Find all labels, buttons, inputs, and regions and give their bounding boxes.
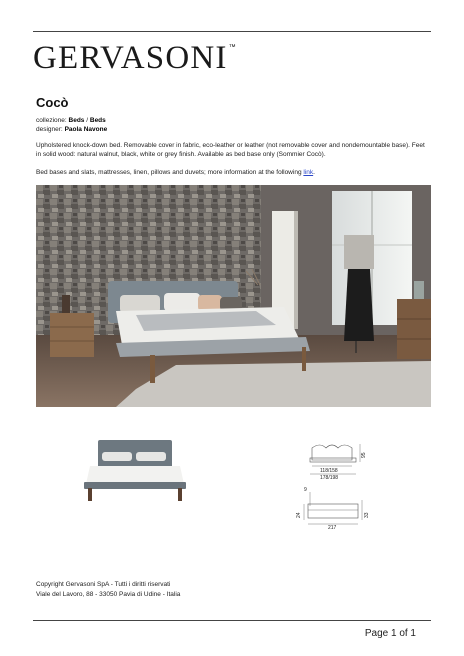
page-number: Page 1 of 1 [364, 628, 416, 639]
collection-label: collezione: [36, 117, 67, 124]
product-title: Cocò [36, 95, 69, 110]
collection-link-1[interactable]: Beds [68, 117, 85, 124]
logo-text: GERVASONI [33, 40, 228, 76]
copyright-text: Copyright Gervasoni SpA - Tutti i diritti riservati [36, 581, 171, 588]
dim-length-label: 217 [328, 525, 337, 531]
product-photo [36, 185, 431, 407]
bedroom-photo-image [36, 185, 431, 407]
front-dimension-diagram [300, 440, 380, 486]
dimension-drawing-front [300, 440, 380, 491]
dim-width-b-label: 178/198 [320, 475, 339, 481]
brand-logo [33, 42, 236, 75]
bottom-rule [33, 620, 431, 621]
product-description: Upholstered knock-down bed. Removable cover in fabric, eco-leather or leather (not removable cover and nondemountable base). Feet in solid wood: natural walnut, black, white or grey finish. Available as bed base only (Sommier Cocò). [36, 142, 425, 158]
designer-name[interactable]: Paola Navone [64, 126, 108, 133]
bed-product-image [80, 438, 190, 509]
designer-label: designer: [36, 126, 63, 133]
more-info-link[interactable]: link [303, 169, 314, 176]
collection-line [36, 117, 106, 124]
bed-thumbnail-image [80, 438, 190, 504]
dimension-drawing-side [296, 486, 376, 541]
collection-link-2[interactable]: Beds [89, 117, 106, 124]
more-info-text: Bed bases and slats, mattresses, linen, pillows and duvets; more information at the following [36, 169, 302, 176]
dim-side-left-label: 24 [296, 512, 302, 518]
dim-height-label: 95 [361, 452, 367, 458]
more-info-line [36, 169, 315, 176]
dim-side-right-label: 33 [364, 512, 370, 518]
address-text: Viale del Lavoro, 88 - 33050 Pavia di Udine - Italia [36, 591, 181, 598]
dim-leg-label: 9 [304, 487, 307, 493]
dim-width-a-label: 118/158 [320, 468, 338, 474]
trademark-mark: ™ [228, 44, 236, 51]
more-info-period: . [313, 169, 315, 176]
designer-line [36, 126, 107, 133]
collection-separator: / [86, 117, 89, 124]
top-rule [33, 31, 431, 32]
